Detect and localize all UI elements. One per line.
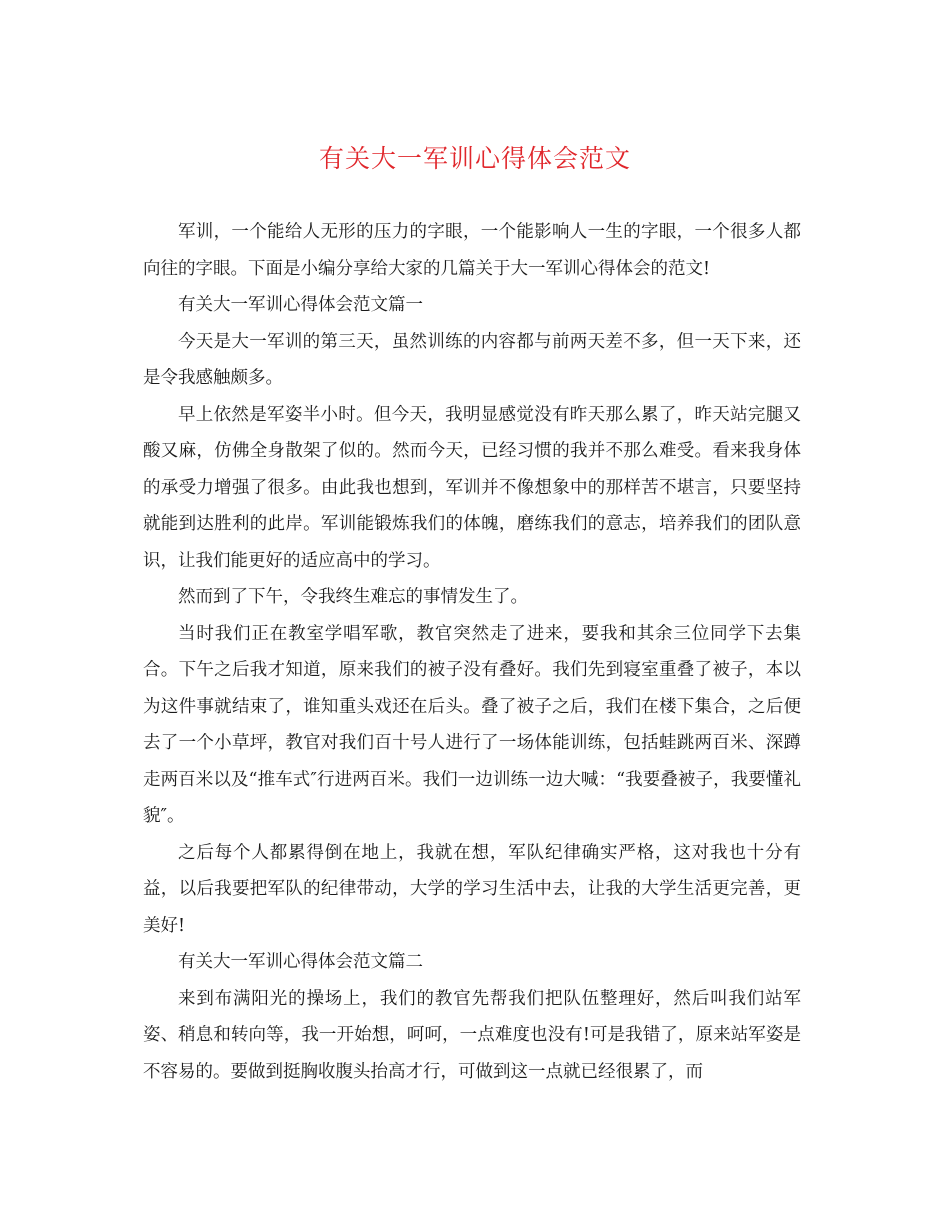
- paragraph: 早上依然是军姿半小时。但今天，我明显感觉没有昨天那么累了，昨天站完腿又酸又麻，仿佛全身散架了似的。然而今天，已经习惯的我并不那么难受。看来我身体的承受力增强了很多。由此我也想到，军训并不像想象中的那样苦不堪言，只要坚持就能到达胜利的此岸。军训能锻炼我们的体魄，磨练我们的意志，培养我们的团队意识，让我们能更好的适应高中的学习。: [143, 404, 801, 571]
- paragraph: 之后每个人都累得倒在地上，我就在想，军队纪律确实严格，这对我也十分有益，以后我要把军队的纪律带动，大学的学习生活中去，让我的大学生活更完善，更美好!: [143, 842, 801, 936]
- paragraph: 来到布满阳光的操场上，我们的教官先帮我们把队伍整理好，然后叫我们站军姿、稍息和转向等，我一开始想，呵呵，一点难度也没有!可是我错了，原来站军姿是不容易的。要做到挺胸收腹头抬高才行，可做到这一点就已经很累了，而: [143, 988, 801, 1082]
- paragraph: 当时我们正在教室学唱军歌，教官突然走了进来，要我和其余三位同学下去集合。下午之后我才知道，原来我们的被子没有叠好。我们先到寝室重叠了被子，本以为这件事就结束了，谁知重头戏还在后头。叠了被子之后，我们在楼下集合，之后便去了一个小草坪，教官对我们百十号人进行了一场体能训练，包括蛙跳两百米、深蹲走两百米以及“推车式″行进两百米。我们一边训练一边大喊：“我要叠被子，我要懂礼貌″。: [143, 623, 801, 826]
- section-heading-2: 有关大一军训心得体会范文篇二: [178, 952, 423, 972]
- paragraph-intro: 军训，一个能给人无形的压力的字眼，一个能影响人一生的字眼，一个很多人都向往的字眼。下面是小编分享给大家的几篇关于大一军训心得体会的范文!: [143, 222, 801, 279]
- document-body: [143, 214, 801, 1090]
- paragraph: 然而到了下午，令我终生难忘的事情发生了。: [178, 587, 528, 607]
- paragraph: 今天是大一军训的第三天，虽然训练的内容都与前两天差不多，但一天下来，还是令我感触颇多。: [143, 331, 801, 388]
- document-title: 有关大一军训心得体会范文: [318, 144, 631, 173]
- section-heading-1: 有关大一军训心得体会范文篇一: [178, 295, 423, 315]
